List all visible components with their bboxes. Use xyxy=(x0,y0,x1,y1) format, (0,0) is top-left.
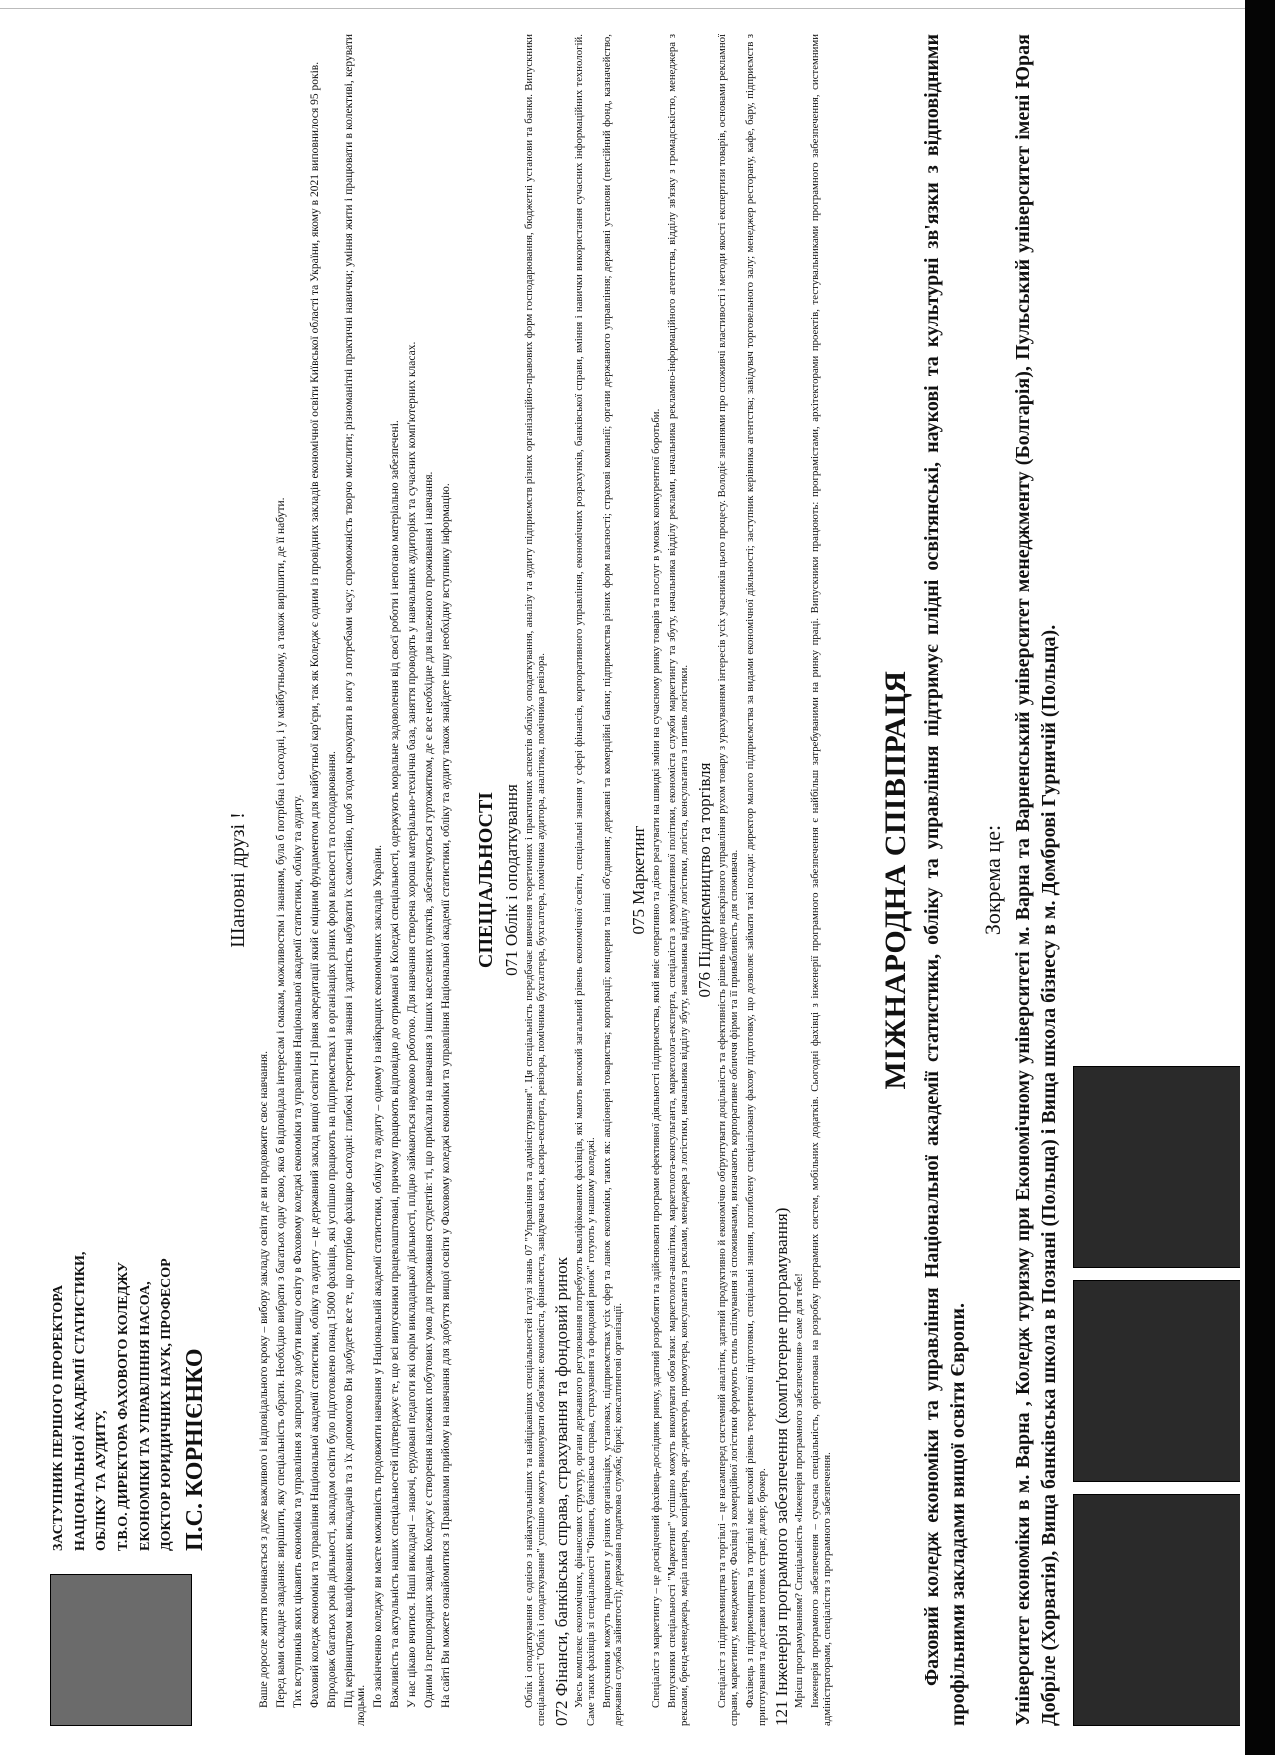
campus-photo xyxy=(1073,1494,1240,1726)
specialty-heading-076: 076 Підприємництво та торгівля xyxy=(694,762,714,998)
director-title-line: ДОКТОР ЮРИДИЧНИХ НАУК, ПРОФЕСОР xyxy=(159,1258,175,1551)
address-paragraph: У нас цікаво вчитися. Наші викладачі – знаючі, ерудовані педагоги які окрім викладацької діяльності, плідно займаються науковою роботою. Для навчання створена хороша матеріально-технічна база, заняття проводять у навчальних аудиторіях та сучасних комп'ютерних класах. xyxy=(406,341,418,1708)
specialty-paragraph: Фахівець з підприємництва та торгівлі має високий рівень теоретичної підготовки, спеціальні знання, поглиблену спеціалізовану фахову підготовку, що дозволяє займати такі посади: директор малого підприємства за видами економічної діяльності; заступник керівника агентства; завідувач торговельного залу; менеджер ресторану, кафе, бару, підприємств з приготування та доставки готових страв; дилер; брокер. xyxy=(743,34,768,1726)
address-paragraph: Важливість та актуальність наших спеціальностей підтверджує те, що всі випускники працевлаштовані, причому працюють відповідно до отриманої в Коледжі спеціальності, одержують моральне задоволення від своєї роботи і непогано матеріально забезпечені. xyxy=(389,420,402,1708)
specialty-heading-121: 121 Інженерія програмного забезпечення (комп'ютерне програмування) xyxy=(772,1207,792,1726)
director-title-line: НАЦІОНАЛЬНОЇ АКАДЕМІЇ СТАТИСТИКИ, xyxy=(72,1251,88,1551)
specialty-paragraph: Спеціаліст з підприємництва та торгівлі – це насамперед системний аналітик, здатний продуктивно й економічно обґрунтувати доцільність та ефективність рішень щодо наскрізного управління рухом товару з урахуванням інтересів усіх учасників цього процесу. Володіє знаннями про споживчі властивості і методи якості експертизи товарів, основами рекламної справи, маркетингу, менеджменту. Фахівці з комерційної логістики формують стиль спілкування зі споживачами, визначають корпоративне обличчя фірми та її привабливість для споживача. xyxy=(715,34,740,1726)
specialty-paragraph: Увесь комплекс економічних, фінансових структур, органи державного регулювання потребують кваліфікованих фахівців, які мають високий загальний рівень економічної освіти, спеціальні знання у сфері фінансів, корпоративного управління, економічних розрахунків, банківської справи, вміння і навички використання сучасних інформаційних технологій. Саме таких фахівців зі спеціальності "Фінанси, банківська справа, страхування та фондовий ринок" готують у нашому коледжі. xyxy=(572,34,597,1726)
partner-universities: Університет економіки в м. Варна , Коледж туризму при Економічному університеті м. Варна та Варненський університет менеджменту (Болгарія), Пульський університет імені Юрая Добріле (Хорватія), Вища банківська школа в Познані (Польща) і Вища школа бізнесу в м. Домброві Гурничій (Польща). xyxy=(1011,34,1061,1726)
greeting: Шановні друзі ! xyxy=(227,812,250,948)
director-name: П.С. КОРНІЄНКО xyxy=(182,1348,209,1551)
address-paragraph: Під керівництвом кваліфікованих викладачів та з їх допомогою Ви здобудете все те, що потрібно фахівцю сьогодні: глибокі теоретичні знання і здатність набувати їх самостійно, щоб згодом крокувати в ногу з потребами часу; спроможність творчо мислити; різноманітні практичні навички; уміння жити і працювати в колективі, керувати людьми. xyxy=(342,34,368,1726)
address-paragraph: На сайті Ви можете ознайомитися з Правилами прийому на навчання для здобуття вищої освіти у Фаховому коледжі економіки та управління Національної академії статистики, обліку та аудиту також знайдете іншу необхідну вступнику інформацію. xyxy=(439,483,452,1708)
international-panel xyxy=(865,20,1240,1740)
specialty-paragraph: Випускники можуть працювати у різних організаціях, установах, підприємствах усіх сфер та ланок економіки, таких як: акціонерні товариства; корпорації; концерни та інші об'єднання; державні та комерційні банки; підприємства різних форм власності; страхові компанії; органи державного управління; державні установи (пенсійний фонд, казначейство, державна служба зайнятості); державна податкова служба; біржі; консалтингові організації. xyxy=(600,34,625,1726)
photos-row xyxy=(1073,34,1240,1726)
specialty-heading-071: 071 Облік і оподаткування xyxy=(502,784,521,976)
specialties-title: СПЕЦІАЛЬНОСТІ xyxy=(475,791,497,969)
event-photo xyxy=(1073,1066,1240,1268)
students-photo xyxy=(1073,1280,1240,1482)
specialty-paragraph: Випускники спеціальності "Маркетинг" успішно можуть виконувати обов'язки: маркетолога-аналітика, маркетолога-консультанта, маркетолога-експерта, спеціаліста з комунікативної політики, економіста служби маркетингу та збуту, начальника відділу реклами, начальника рекламно-інформаційного агентства, відділу зв'язку з громадськістю, менеджера з реклами, бренд-менеджера, медіа планера, копірайтера, арт-директора, промоутера, консультанта з реклами, менеджера з логістики, начальника відділу збуту, начальника відділу логістики, логіста, консультанта з питань логістики. xyxy=(666,34,690,1726)
director-title-line: ЕКОНОМІКИ ТА УПРАВЛІННЯ НАСОА, xyxy=(137,1281,153,1551)
address-paragraph: Перед вами складне завдання: вирішити, яку спеціальність обрати. Необхідно вибрати з багатьох одну свою, яка б відповідала інтересам і смакам, можливостям і знанням, була б потрібна і сьогодні, і у майбутньому, а також вирішити, де її набути. xyxy=(275,497,287,1708)
address-paragraph: Одним із першорядних завдань Коледжу є створення належних побутових умов для проживання студентів: ті, що приїхали на навчання з інших населених пунктів, забезпечуються гуртожитком, де є все необхідне для належного проживання і навчання. xyxy=(422,471,435,1708)
scan-dark-edge xyxy=(1245,0,1275,1755)
director-title-line: ОБЛІКУ ТА АУДИТУ, xyxy=(94,1410,110,1551)
international-title: МІЖНАРОДНА СПІВПРАЦЯ xyxy=(879,670,912,1090)
address-paragraph: По закінченню коледжу ви маєте можливість продовжити навчання у Національній академії статистики, обліку та аудиту – одному із найкращих економічних закладів України. xyxy=(372,844,385,1708)
scan-edge-line xyxy=(0,8,1245,9)
specialty-paragraph: Інженерія програмного забезпечення – сучасна спеціальність, орієнтована на розробку програмних систем, мобільних додатків. Сьогодні фахівці з інженерії програмного забезпечення є найбільш затребуваними на ринку праці. Випускники працюють: програмістами, архітекторами проектів, тестувальниками програмного забезпечення, системними адміністраторами, спеціалісти з програмного забезпечення. xyxy=(809,34,834,1726)
specialty-paragraph: Мрієш програмуванням? Спеціальність «Інженерія програмного забезпечення» саме для тебе! xyxy=(793,1273,806,1708)
director-title-line: Т.В.О. ДИРЕКТОРА ФАХОВОГО КОЛЕДЖУ xyxy=(116,1261,132,1551)
address-paragraph: Тих вступників яких цікавить економіка та управління я запрошую здобути вищу освіту в Фаховому коледжі економіки та управління Національної академії статистики, обліку та аудиту. xyxy=(291,794,304,1708)
specialty-heading-075: 075 Маркетинг xyxy=(629,825,649,935)
director-title-line: ЗАСТУПНИК ПЕРШОГО ПРОРЕКТОРА xyxy=(51,1284,66,1551)
address-paragraph: Впродовж багатьох років діяльності, закладом освіти було підготовлено понад 15000 фахівців, які успішно працюють на підприємствах і в організаціях різних форм власності та господарювання. xyxy=(325,751,338,1708)
director-title-block xyxy=(48,34,178,1551)
director-panel xyxy=(40,20,455,1740)
specialty-heading-072: 072 Фінанси, банківська справа, страхування та фондовий ринок xyxy=(551,1257,571,1726)
specialty-paragraph: Спеціаліст з маркетингу – це досвідчений фахівець-дослідник ринку, здатний розробляти та здійснювати програми ефективної діяльності підприємства, який вміє оперативно та дієво реагувати на швидкі зміни на сучасному ринку товарів та послуг в умовах конкурентної боротьби. xyxy=(650,408,663,1708)
international-intro: Фаховий коледж економіки та управління Національної академії статистики, обліку та управління підтримує плідні освітянські, наукові та культурні зв'язки з відповідними профільними закладами вищої освіти Європи. xyxy=(921,34,970,1726)
address-paragraph: Ваше доросле життя починається з дуже важливого і відповідального кроку – вибору закладу освіти де ви продовжите своє навчання. xyxy=(258,1051,271,1708)
specialty-paragraph: Облік і оподаткування є однією з найактуальніших та найцікавіших спеціальностей галузі знань 07 "Управління та адміністрування". Ця спеціальність передбачає вивчення теоретичних і практичних аспектів обліку, оподаткування, аналізу та аудиту підприємств різних організаційно-правових форм господарювання, бюджетні установи та банки. Випускники спеціальності "Облік і оподаткування" успішно можуть виконувати обов'язки: економіста, фінансиста, завідувача каси, касира-експерта, ревізора, помічника бухгалтера, бухгалтера, помічника аудитора, аналітика, помічника ревізора. xyxy=(523,34,547,1726)
address-paragraph: Фаховий коледж економіки та управління Національної академії статистики, обліку та аудиту – це державний заклад вищої освіти І-ІІ рівня акредитації який є міцним фундаментом для майбутньої кар'єри, так як Коледж є одним із провідних закладів економічної освіти Київської області та України, якому в 2021 виповнилося 95 років. xyxy=(308,61,321,1708)
zokrema-label: Зокрема це: xyxy=(979,824,1005,936)
director-portrait-photo xyxy=(50,1574,192,1726)
specialties-panel xyxy=(465,20,860,1740)
